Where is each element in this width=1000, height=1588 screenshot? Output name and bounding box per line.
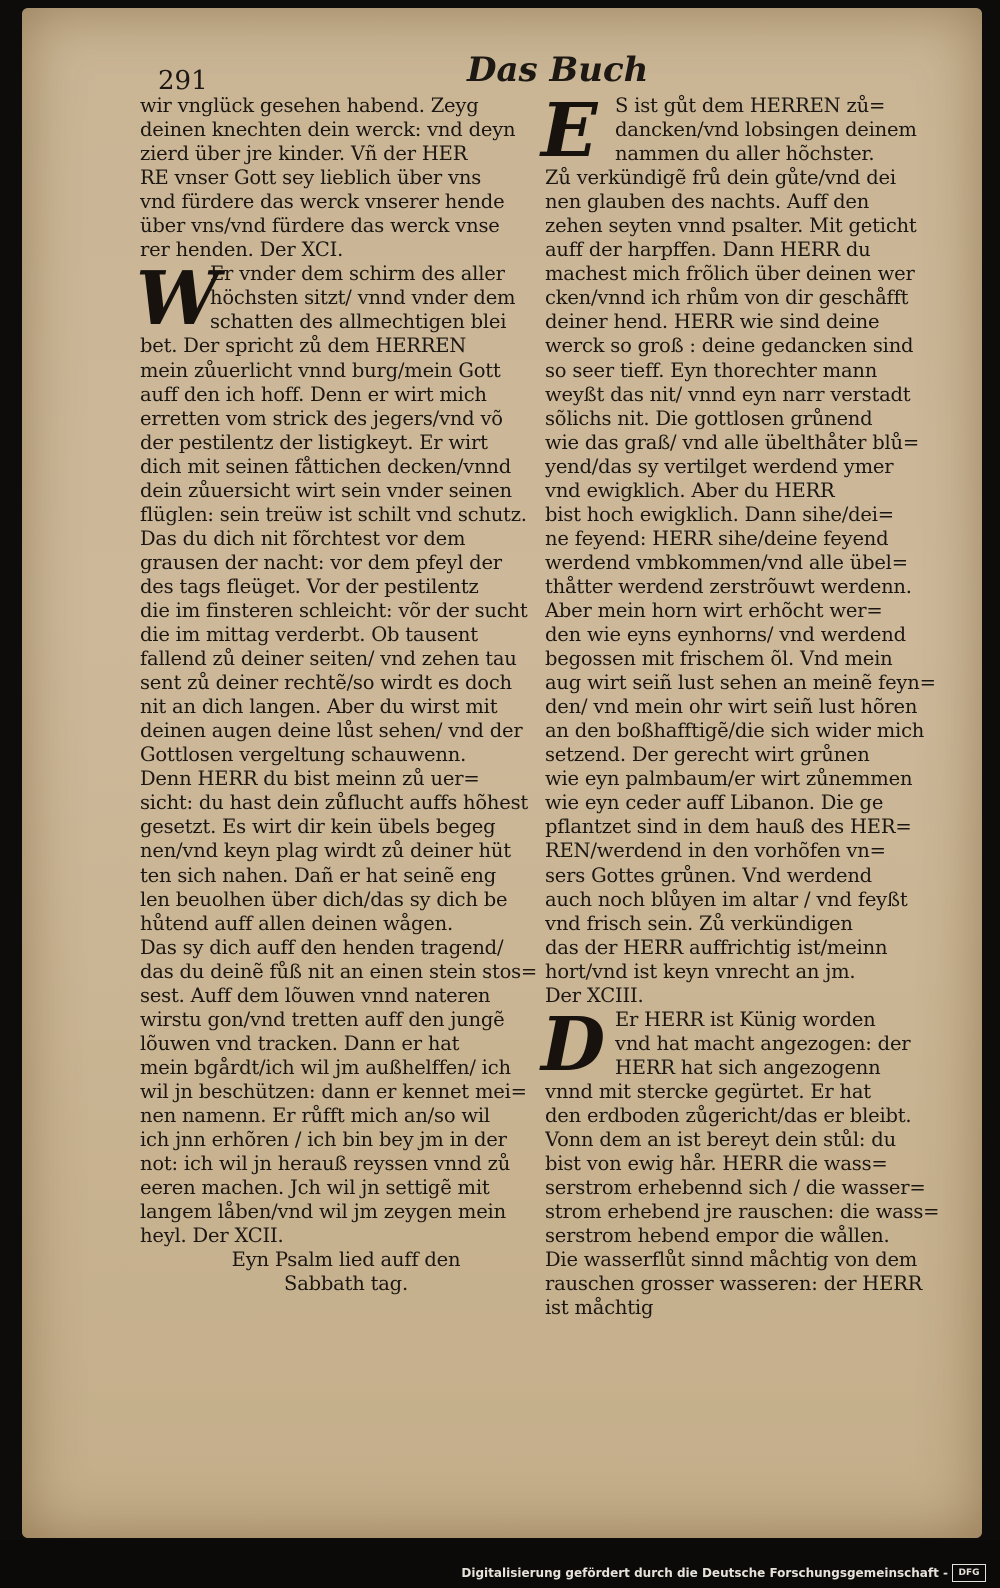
text-line: wie eyn ceder auff Libanon. Die ge [545,791,884,815]
text-line: das du deinẽ fůß nit an einen stein stos= [140,959,538,983]
text-line: pflantzet sind in dem hauß des HER= [545,815,912,839]
text-line: dich mit seinen fåttichen decken/vnnd [140,454,511,478]
text-line: ist måchtig [545,1296,654,1320]
text-line: werdend vmbkommen/vnd alle übel= [545,550,908,574]
psalm-title: Eyn Psalm lied auff den [231,1248,461,1272]
text-line: ich jnn erhõren / ich bin bey jm in der [140,1128,507,1152]
text-line: vnd hat macht angezogen: der [615,1031,911,1055]
text-line: weyßt das nit/ vnnd eyn narr verstadt [545,382,911,406]
text-line: len beuolhen über dich/das sy dich be [140,887,508,911]
drop-cap-block [541,1001,940,1088]
text-line: bist hoch ewigklich. Dann sihe/dei= [545,502,894,526]
text-line: Er vnder dem schirm des aller [210,262,505,286]
text-line: Vonn dem an ist bereyt dein stůl: du [545,1128,896,1152]
text-line: hůtend auff allen deinen wågen. [140,911,453,935]
text-line: der pestilentz der listigkeyt. Er wirt [140,430,488,454]
text-line: höchsten sitzt/ vnnd vnder dem [210,286,516,310]
text-line: Die wasserflůt sinnd måchtig von dem [545,1248,918,1272]
text-line: so seer tieff. Eyn thorechter mann [545,358,878,382]
drop-cap-block [541,88,940,174]
text-line: Das du dich nit fõrchtest vor dem [140,526,466,550]
text-line: hort/vnd ist keyn vnrecht an jm. [545,959,856,983]
text-line: erretten vom strick des jegers/vnd võ [140,406,503,430]
psalm-title: Sabbath tag. [284,1272,408,1296]
text-line: vnnd mit stercke gegürtet. Er hat [545,1079,871,1103]
text-line: zierd über jre kinder. Vñ der HER [140,142,468,166]
text-line: vnd frisch sein. Zů verkündigen [545,911,853,935]
text-line: lõuwen vnd tracken. Dann er hat [140,1031,460,1055]
text-line: ne feyend: HERR sihe/deine feyend [545,526,889,550]
text-line: Er HERR ist Künig worden [615,1007,876,1031]
text-line: sest. Auff dem lõuwen vnnd nateren [140,983,491,1007]
text-line: sõlichs nit. Die gottlosen grůnend [545,406,873,430]
drop-cap-initial: E [541,88,598,174]
right-column [541,88,940,1320]
text-line: begossen mit frischem õl. Vnd mein [545,647,893,671]
text-line: Zů verkündigẽ frů dein gůte/vnd dei [545,166,896,190]
text-line: nammen du aller hõchster. [615,142,875,166]
text-line: fallend zů deiner seiten/ vnd zehen tau [140,647,517,671]
text-line: nen namenn. Er růfft mich an/so wil [140,1103,490,1127]
text-line: HERR hat sich angezogenn [615,1055,881,1079]
text-line: yend/das sy vertilget werdend ymer [545,454,894,478]
page-number: 291 [158,66,208,96]
text-line: bet. Der spricht zů dem HERREN [140,334,467,358]
text-line: den wie eyns eynhorns/ vnd werdend [545,623,906,647]
text-line: wie eyn palmbaum/er wirt zůnemmen [545,767,913,791]
text-line: aug wirt seiñ lust sehen an meinẽ feyn= [545,671,936,695]
text-line: auff den ich hoff. Denn er wirt mich [140,382,487,406]
text-line: serstrom hebend empor die wållen. [545,1224,890,1248]
text-line: sent zů deiner rechtẽ/so wirdt es doch [140,671,512,695]
text-line: wirstu gon/vnd tretten auff den jungẽ [140,1007,505,1031]
text-line: dancken/vnd lobsingen deinem [615,118,917,142]
text-line: not: ich wil jn herauß reyssen vnnd zů [140,1152,511,1176]
text-line: das der HERR auffrichtig ist/meinn [545,935,888,959]
text-line: werck so groß : deine gedancken sind [545,334,914,358]
text-line: vnd ewigklich. Aber du HERR [545,478,835,502]
text-line: S ist gůt dem HERREN zů= [615,94,886,117]
left-column [136,94,552,1296]
text-line: deinen knechten dein werck: vnd deyn [140,118,516,142]
text-line: langem låben/vnd wil jm zeygen mein [140,1200,506,1224]
text-line: auff der harpffen. Dann HERR du [545,238,871,262]
text-line: vnd fürdere das werck vnserer hende [140,190,505,214]
text-line: bist von ewig hår. HERR die wass= [545,1152,888,1176]
text-line: dein zůuersicht wirt sein vnder seinen [140,478,512,502]
text-line: grausen der nacht: vor dem pfeyl der [140,550,502,574]
text-line: an den boßhafftigẽ/die sich wider mich [545,719,925,743]
text-line: Gottlosen vergeltung schauwenn. [140,743,467,767]
text-line: schatten des allmechtigen blei [210,310,507,334]
text-line: mein bgårdt/ich wil jm außhelffen/ ich [140,1055,511,1079]
text-line: deinen augen deine lůst sehen/ vnd der [140,719,523,743]
text-line: gesetzt. Es wirt dir kein übels begeg [140,815,496,839]
text-line: REN/werdend in den vorhõfen vn= [545,839,886,863]
text-line: Der XCIII. [545,983,644,1007]
text-line: thåtter werdend zerstrõuwt werdenn. [545,574,912,598]
text-line: eeren machen. Jch wil jn settigẽ mit [140,1176,490,1200]
text-line: serstrom erhebennd sich / die wasser= [545,1176,926,1200]
text-line: rauschen grosser wasseren: der HERR [545,1272,923,1296]
drop-cap-initial: D [541,1001,605,1088]
running-head: Das Buch [467,50,649,90]
text-line: die im mittag verderbt. Ob tausent [140,623,478,647]
text-line: machest mich frõlich über deinen wer [545,262,915,286]
drop-cap-block [136,256,552,343]
text-line: sicht: du hast dein zůflucht auffs hõhest [140,791,529,815]
text-line: den/ vnd mein ohr wirt seiñ lust hõren [545,695,918,719]
text-line: RE vnser Gott sey lieblich über vns [140,166,482,190]
text-line: nen glauben des nachts. Auff den [545,190,870,214]
text-line: Aber mein horn wirt erhõcht wer= [545,598,883,622]
text-line: sers Gottes grůnen. Vnd werdend [545,863,872,887]
text-line: Das sy dich auff den henden tragend/ [140,935,504,959]
text-line: auch noch blůyen im altar / vnd feyßt [545,887,908,911]
text-line: den erdboden zůgericht/das er bleibt. [545,1103,912,1127]
text-line: wie das graß/ vnd alle übelthåter blů= [545,430,920,454]
dfg-logo: DFG [952,1564,986,1582]
text-line: Denn HERR du bist meinn zů uer= [140,767,480,791]
text-line: deiner hend. HERR wie sind deine [545,310,880,334]
text-line: des tags fleüget. Vor der pestilentz [140,574,479,598]
text-line: zehen seyten vnnd psalter. Mit geticht [545,214,917,238]
text-line: rer henden. Der XCI. [140,238,344,262]
text-line: setzend. Der gerecht wirt grůnen [545,743,870,767]
digitization-credit: Digitalisierung gefördert durch die Deutsche Forschungsgemeinschaft - [461,1566,948,1580]
text-line: nit an dich langen. Aber du wirst mit [140,695,498,719]
text-line: über vns/vnd fürdere das werck vnse [140,214,500,238]
text-line: flüglen: sein treüw ist schilt vnd schutz. [140,502,527,526]
text-line: strom erhebend jre rauschen: die wass= [545,1200,940,1224]
text-line: wil jn beschützen: dann er kennet mei= [140,1079,527,1103]
text-line: mein zůuerlicht vnnd burg/mein Gott [140,358,501,382]
drop-cap-initial: W [136,256,219,343]
text-line: nen/vnd keyn plag wirdt zů deiner hüt [140,839,511,863]
text-line: heyl. Der XCII. [140,1224,284,1248]
text-line: wir vnglück gesehen habend. Zeyg [140,94,479,117]
footer-bar [0,1540,1000,1588]
text-line: cken/vnnd ich rhům von dir geschåfft [545,286,909,310]
text-line: ten sich nahen. Dañ er hat seinẽ eng [140,863,497,887]
text-line: die im finsteren schleicht: võr der sucht [140,598,528,622]
